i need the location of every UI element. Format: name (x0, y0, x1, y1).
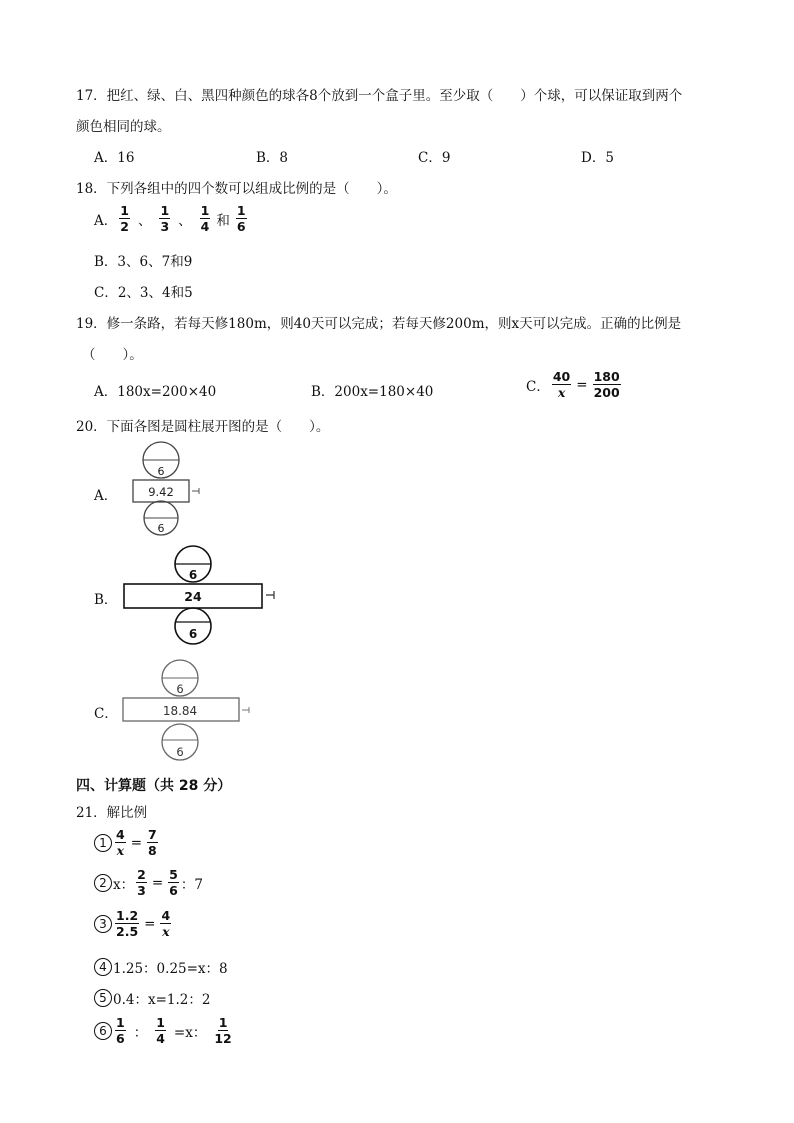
circled-number: 1 (94, 834, 112, 852)
fig-c-top-label: 6 (176, 682, 184, 696)
circled-number: 6 (94, 1022, 112, 1040)
item-5-text: 0.4：x=1.2：2 (113, 992, 211, 1008)
q18-option-c: C．2、3、4和5 (94, 285, 193, 301)
q18-stem: 18．下列各组中的四个数可以组成比例的是（ ）。 (76, 181, 397, 197)
separator: 、 (178, 212, 192, 229)
q19-line2: （ ）。 (82, 347, 143, 363)
cylinder-net-b (118, 544, 288, 648)
q20-label-c: C． (94, 706, 118, 722)
q18-option-b: B．3、6、7和9 (94, 254, 193, 270)
q17-option-c: C．9 (418, 150, 451, 166)
fraction: $\frac{1.2}{2.5}$ (116, 908, 139, 940)
fig-a-bottom-label: 6 (157, 522, 165, 535)
and-word: 和 (216, 212, 230, 229)
item-6-mid: =x： (173, 1024, 207, 1041)
q20-label-a: A． (94, 488, 118, 504)
q18-option-a (94, 204, 249, 233)
fig-a-rect-label: 9.42 (148, 485, 174, 499)
fraction: $\frac{1}{12}$ (214, 1015, 232, 1047)
fig-a-top-label: 6 (157, 465, 165, 478)
q17-option-a: A．16 (94, 150, 135, 166)
fraction: $\frac{1}{6}$ (236, 203, 246, 235)
q21-stem: 21．解比例 (76, 805, 148, 821)
equals-sign: = (144, 915, 156, 932)
q21-item-4 (94, 957, 228, 977)
item-2-pre: x： (113, 876, 135, 893)
cylinder-net-c (118, 658, 268, 764)
q20-label-b: B． (94, 592, 118, 608)
fig-b-bottom-label: 6 (188, 627, 198, 641)
item-4-text: 1.25：0.25=x：8 (113, 961, 228, 977)
fraction: $\frac{4}{x}$ (116, 827, 125, 859)
equals-sign: = (130, 834, 143, 851)
q21-item-3 (94, 909, 173, 938)
fraction: $\frac{2}{3}$ (137, 867, 146, 899)
colon: ： (133, 1024, 148, 1041)
q21-item-1 (94, 828, 160, 857)
q17-line2: 颜色相同的球。 (76, 119, 171, 135)
circled-number: 5 (94, 989, 112, 1007)
option-a-prefix: A． (94, 212, 118, 229)
fraction: $\frac{1}{4}$ (156, 1015, 165, 1047)
fraction: $\frac{5}{6}$ (169, 867, 178, 899)
q17-line1: 17．把红、绿、白、黑四种颜色的球各8个放到一个盒子里。至少取（ ）个球，可以保证取到两个 (76, 88, 683, 104)
fraction: $\frac{1}{4}$ (200, 203, 210, 235)
fig-b-rect-label: 24 (184, 589, 202, 604)
q19-option-a: A．180x=200×40 (94, 384, 217, 400)
q20-stem: 20．下面各图是圆柱展开图的是（ ）。 (76, 419, 330, 435)
q21-item-2 (94, 868, 203, 897)
equals-sign: = (576, 376, 588, 393)
fraction: $\frac{1}{2}$ (120, 203, 129, 235)
circled-number: 3 (94, 915, 112, 933)
fraction: $\frac{7}{8}$ (148, 827, 157, 859)
q21-item-6 (94, 1016, 234, 1045)
cylinder-net-a (126, 440, 216, 536)
fraction: $\frac{40}{x}$ (552, 369, 571, 401)
q21-item-5 (94, 988, 210, 1008)
fraction: $\frac{180}{200}$ (593, 369, 620, 401)
q19-option-c (526, 370, 623, 399)
fig-c-rect-label: 18.84 (162, 704, 198, 718)
section-title: 四、计算题（共 28 分） (76, 778, 232, 794)
separator: 、 (137, 212, 152, 229)
q19-option-b: B．200x=180×40 (311, 384, 434, 400)
q17-option-d: D．5 (581, 150, 614, 166)
fraction: $\frac{4}{x}$ (161, 908, 171, 940)
option-c-prefix: C． (526, 378, 550, 395)
fraction: $\frac{1}{3}$ (160, 203, 170, 235)
fig-c-bottom-label: 6 (176, 745, 184, 759)
fraction: $\frac{1}{6}$ (116, 1015, 125, 1047)
item-2-post: ：7 (180, 876, 203, 893)
q19-line1: 19．修一条路，若每天修180m，则40天可以完成；若每天修200m，则x天可以完成。正确的比例是 (76, 316, 682, 332)
circled-number: 4 (94, 958, 112, 976)
fig-b-top-label: 6 (188, 568, 198, 582)
circled-number: 2 (94, 874, 112, 892)
equals-sign: = (151, 874, 164, 891)
q17-option-b: B．8 (256, 150, 289, 166)
